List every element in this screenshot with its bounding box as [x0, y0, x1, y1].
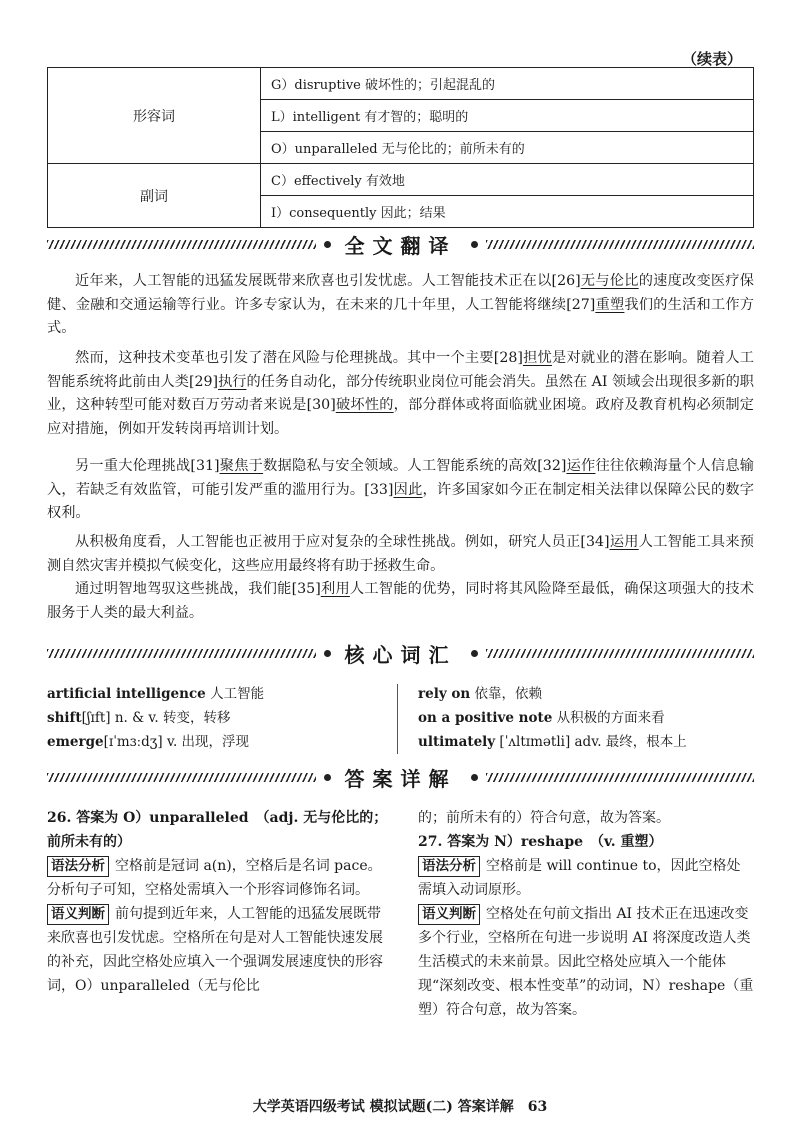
answer-26 [47, 806, 392, 998]
section-divider-translation [47, 229, 754, 259]
section-title: 核心词汇 [344, 642, 457, 667]
bullet-icon [324, 241, 331, 248]
translation-paragraph: 从积极角度看，人工智能也正被用于应对复杂的全球性挑战。例如，研究人员正[34]运用人工智能工具来预测自然灾害并模拟气候变化，这些应用最终将有助于拯救生命。 [47, 534, 754, 574]
table-row [48, 68, 754, 100]
vocab-item: rely on 依靠，依赖 [418, 686, 542, 702]
category-cell: 副词 [48, 164, 261, 228]
table-row [48, 164, 754, 196]
translation-paragraph: 然而，这种技术变革也引发了潜在风险与伦理挑战。其中一个主要[28]担忧是对就业的潜在影响。随着人工智能系统将此前由人类[29]执行的任务自动化，部分传统职业岗位可能会消失。虽然在 AI 领域会出现很多新的职业，这种转型可能对数百万劳动者来说是[30]破坏性的，部分群体或将面临就业困境。政府及教育机构必须制定应对措施，例如开发转岗再培训计划。 [47, 350, 754, 437]
grammar-tag: 语法分析 [418, 856, 480, 877]
table-cell: I）consequently 因此；结果 [261, 196, 754, 228]
bullet-icon [324, 774, 331, 781]
hatch-decoration [486, 773, 755, 782]
table-cell: G）disruptive 破坏性的；引起混乱的 [261, 68, 754, 100]
hatch-decoration [47, 240, 316, 249]
section-divider-answers [47, 762, 754, 792]
hatch-decoration [47, 649, 316, 658]
hatch-decoration [486, 649, 755, 658]
section-divider-vocabulary [47, 638, 754, 668]
vocab-item: emerge[ɪˈmɜːdʒ] v. 出现，浮现 [47, 734, 250, 750]
bullet-icon [471, 650, 478, 657]
grammar-tag: 语法分析 [47, 856, 109, 877]
page-footer: 大学英语四级考试 模拟试题(二) 答案详解 63 [252, 1099, 548, 1115]
vocab-item: on a positive note 从积极的方面来看 [418, 710, 665, 726]
translation-paragraph: 近年来，人工智能的迅猛发展既带来欣喜也引发忧虑。人工智能技术正在以[26]无与伦比的速度改变医疗保健、金融和交通运输等行业。许多专家认为，在未来的几十年里，人工智能将继续[27]重塑我们的生活和工作方式。 [47, 273, 754, 337]
table-cell: O）unparalleled 无与伦比的；前所未有的 [261, 132, 754, 164]
hatch-decoration [486, 240, 755, 249]
answer-heading: 27. 答案为 N）reshape （v. 重塑） [418, 834, 663, 850]
answer-analysis: 语义判断 前句提到近年来，人工智能的迅猛发展既带来欣喜也引发忧虑。空格所在句是对人工智能快速发展的补充，因此空格处应填入一个强调发展速度快的形容词，O）unparalleled（无与伦比 [47, 906, 383, 994]
answer-27 [418, 806, 754, 1022]
semantic-tag: 语义判断 [418, 904, 480, 925]
vocab-list-left [47, 682, 264, 754]
table-cell: L）intelligent 有才智的；聪明的 [261, 100, 754, 132]
vocab-item: shift[ʃɪft] n. & v. 转变，转移 [47, 710, 231, 726]
vocab-item: artificial intelligence 人工智能 [47, 686, 265, 702]
translation-paragraph: 通过明智地驾驭这些挑战，我们能[35]利用人工智能的优势，同时将其风险降至最低，确保这项强大的技术服务于人类的最大利益。 [47, 581, 754, 621]
hatch-decoration [47, 773, 316, 782]
bullet-icon [471, 241, 478, 248]
bullet-icon [324, 650, 331, 657]
semantic-tag: 语义判断 [47, 904, 109, 925]
vocab-item: ultimately [ˈʌltɪmətli] adv. 最终，根本上 [418, 734, 687, 750]
table-cell: C）effectively 有效地 [261, 164, 754, 196]
category-cell: 形容词 [48, 68, 261, 164]
answer-analysis: 语义判断 空格处在句前文指出 AI 技术正在迅速改变多个行业，空格所在句进一步说明 AI 将深度改造人类生活模式的未来前景。因此空格处应填入一个能体现“深刻改变、根本性变革”的动词，N）reshape（重塑）符合句意，故为答案。 [418, 906, 754, 1018]
translation-paragraph: 另一重大伦理挑战[31]聚焦于数据隐私与安全领域。人工智能系统的高效[32]运作往往依赖海量个人信息输入，若缺乏有效监管，可能引发严重的滥用行为。[33]因此，许多国家如今正在制定相关法律以保障公民的数字权利。 [47, 458, 754, 522]
bullet-icon [471, 774, 478, 781]
answer-continuation: 的；前所未有的）符合句意，故为答案。 [418, 810, 670, 826]
column-separator [397, 684, 398, 754]
continued-label: （续表） [681, 50, 742, 68]
word-table [47, 67, 754, 228]
vocab-list-right [418, 682, 687, 754]
answer-heading: 26. 答案为 O）unparalleled （adj. 无与伦比的；前所未有的） [47, 810, 388, 850]
section-title: 答案详解 [344, 766, 457, 791]
section-title: 全文翻译 [344, 233, 457, 258]
answer-analysis: 语法分析 空格前是冠词 a(n)，空格后是名词 pace。分析句子可知，空格处需填入一个形容词修饰名词。 [47, 858, 382, 898]
answer-analysis: 语法分析 空格前是 will continue to，因此空格处需填入动词原形。 [418, 858, 741, 898]
